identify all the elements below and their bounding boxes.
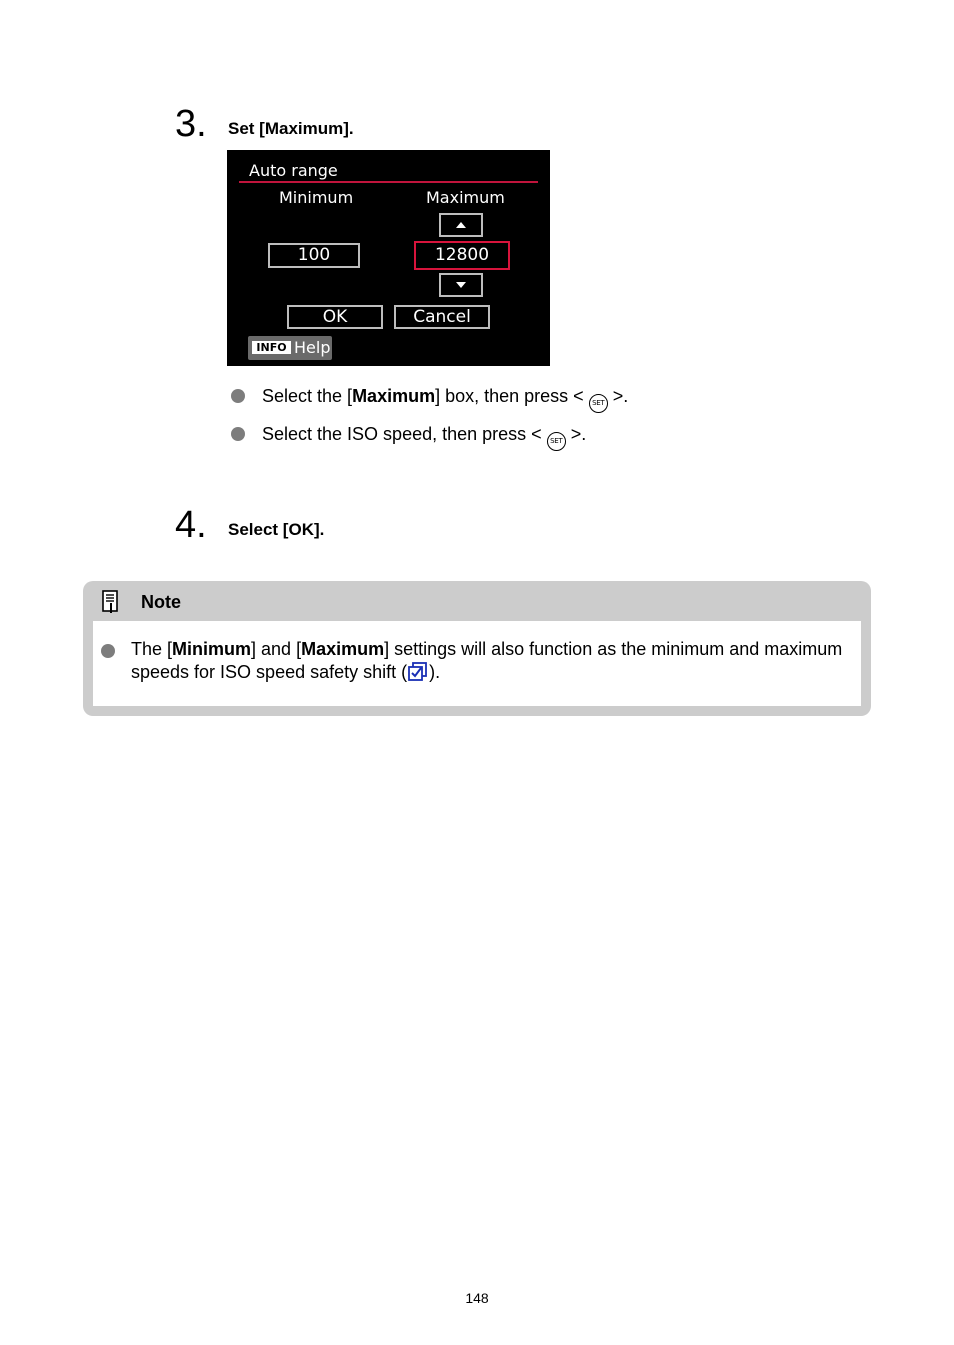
note-icon — [101, 590, 119, 614]
arrow-up-icon — [456, 222, 466, 228]
page-link-icon[interactable] — [407, 662, 429, 682]
step-4-number: 4. — [175, 504, 207, 546]
step-4-title: Select [OK]. — [228, 520, 325, 539]
note-text: The [Minimum] and [Maximum] settings will also function as the minimum and maximum speeds for ISO speed safety shift ( ). — [131, 639, 843, 682]
note-heading: Note — [141, 592, 181, 612]
bullet-dot — [231, 427, 245, 441]
bullet-item-1: Select the [Maximum] box, then press < SET >. — [262, 385, 628, 413]
note-box — [83, 581, 871, 716]
screen-title: Auto range — [249, 161, 338, 180]
step-3-title: Set [Maximum]. — [228, 119, 354, 138]
set-button-icon: SET — [547, 432, 566, 451]
maximum-value-box[interactable]: 12800 — [414, 241, 510, 270]
maximum-increase-button[interactable] — [439, 213, 483, 237]
bullet-item-2: Select the ISO speed, then press < SET >. — [262, 423, 586, 451]
minimum-label: Minimum — [279, 188, 354, 207]
maximum-label: Maximum — [426, 188, 505, 207]
minimum-value-box[interactable]: 100 — [268, 243, 360, 268]
step-3-number: 3. — [175, 103, 207, 145]
ok-button[interactable]: OK — [287, 305, 383, 329]
page-number: 148 — [465, 1290, 489, 1306]
camera-screen-auto-range — [227, 150, 550, 366]
note-body — [93, 621, 861, 706]
cancel-button[interactable]: Cancel — [394, 305, 490, 329]
info-tag: INFO — [252, 341, 291, 354]
set-button-icon: SET — [589, 394, 608, 413]
bullet-dot — [231, 389, 245, 403]
help-label: Help — [294, 338, 331, 357]
info-help-button[interactable] — [248, 336, 332, 360]
arrow-down-icon — [456, 282, 466, 288]
maximum-decrease-button[interactable] — [439, 273, 483, 297]
title-divider — [239, 181, 538, 183]
bullet-dot — [101, 644, 115, 658]
